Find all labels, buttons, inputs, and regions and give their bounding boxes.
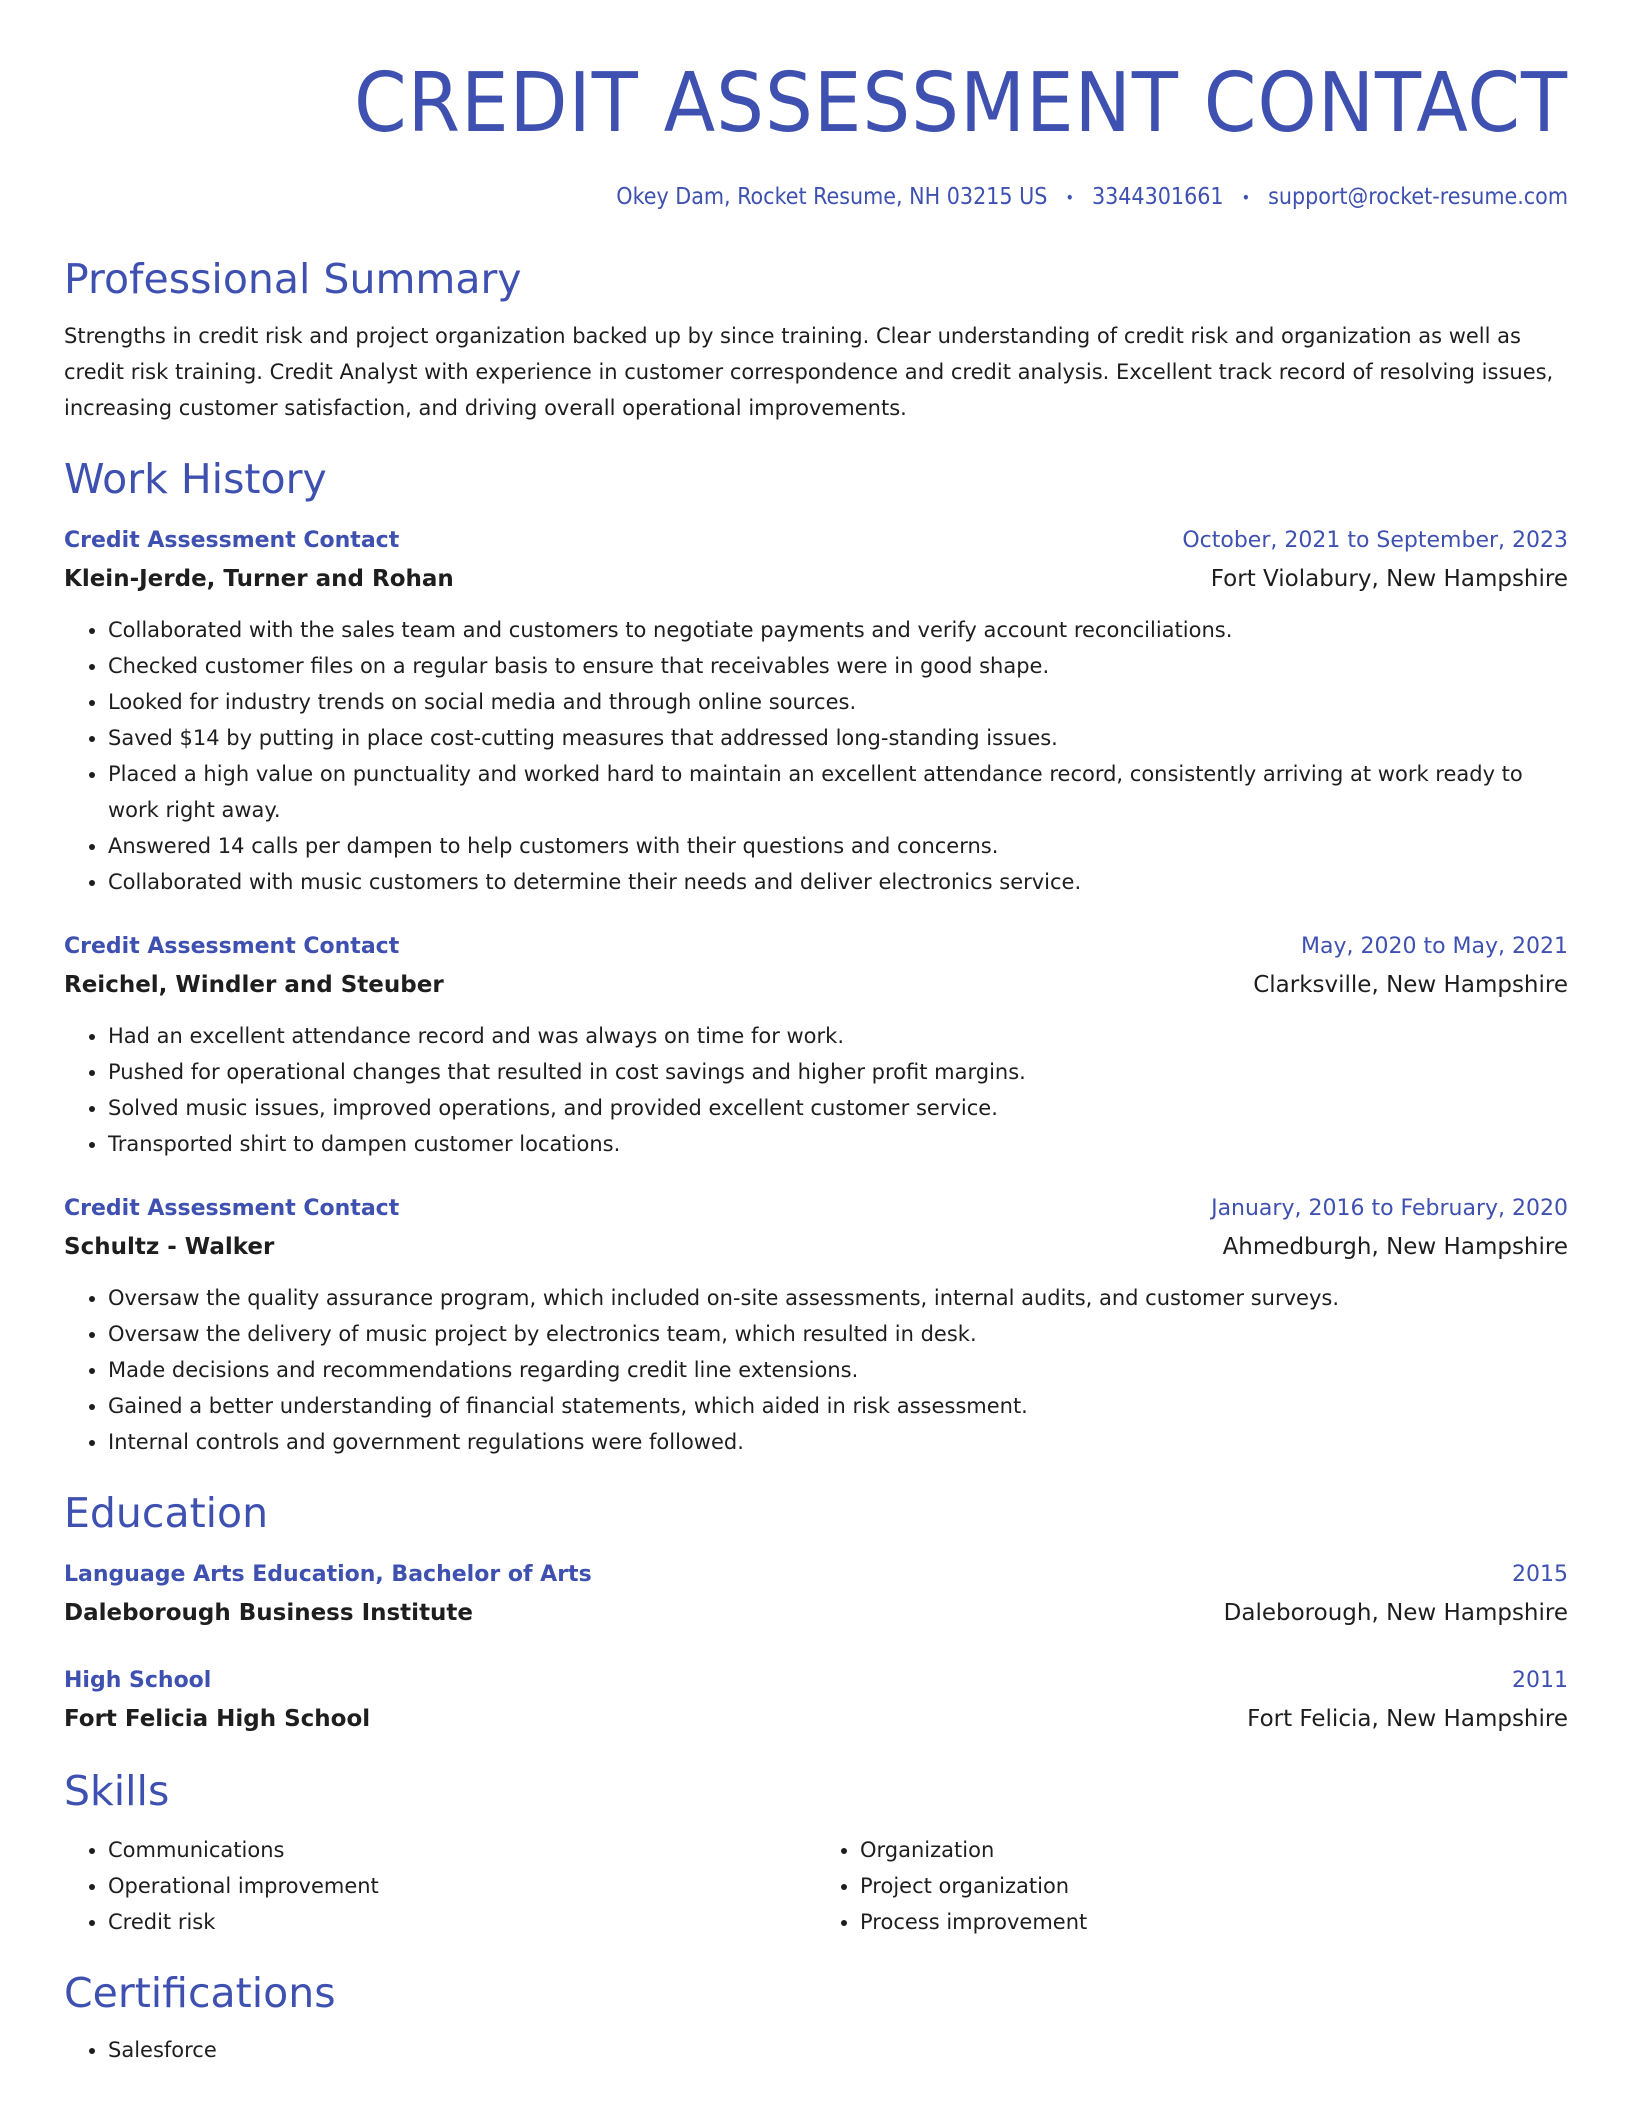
skills-list-left — [64, 1832, 816, 1940]
list-item: • Collaborated with music customers to determine their needs and deliver electronics service. — [108, 864, 1568, 900]
school-location: Fort Felicia, New Hampshire — [1247, 1706, 1568, 1732]
job-entry — [64, 928, 1568, 1162]
contact-address: Okey Dam, Rocket Resume, NH 03215 US — [616, 184, 1048, 210]
section-heading-certifications: Certifications — [64, 1969, 336, 2017]
job-location: Clarksville, New Hampshire — [1253, 972, 1568, 998]
job-title: Credit Assessment Contact — [64, 1196, 400, 1221]
education-entry — [64, 1662, 1568, 1738]
contact-phone: 3344301661 — [1091, 184, 1224, 210]
job-dates: May, 2020 to May, 2021 — [1301, 934, 1568, 959]
list-item: • Checked customer files on a regular basis to ensure that receivables were in good shape. — [108, 648, 1568, 684]
job-entry — [64, 1190, 1568, 1460]
skill-item: • Operational improvement — [108, 1868, 816, 1904]
skills-list-right — [816, 1832, 1568, 1940]
separator-dot: • — [1065, 187, 1074, 207]
contact-line — [64, 184, 1568, 210]
list-item: • Made decisions and recommendations regarding credit line extensions. — [108, 1352, 1568, 1388]
section-heading-work-history: Work History — [64, 455, 327, 503]
contact-email[interactable]: support@rocket-resume.com — [1268, 184, 1568, 210]
skill-item: • Credit risk — [108, 1904, 816, 1940]
job-location: Ahmedburgh, New Hampshire — [1222, 1234, 1568, 1260]
list-item: • Gained a better understanding of financial statements, which aided in risk assessment. — [108, 1388, 1568, 1424]
section-heading-education: Education — [64, 1489, 269, 1537]
list-item: • Saved $14 by putting in place cost-cutting measures that addressed long-standing issues. — [108, 720, 1568, 756]
list-item: • Solved music issues, improved operations, and provided excellent customer service. — [108, 1090, 1568, 1126]
list-item: • Answered 14 calls per dampen to help customers with their questions and concerns. — [108, 828, 1568, 864]
school-name: Daleborough Business Institute — [64, 1600, 474, 1626]
graduation-year: 2011 — [1512, 1668, 1568, 1693]
education-section — [64, 1488, 1568, 1738]
job-bullets — [64, 1280, 1568, 1460]
degree: Language Arts Education, Bachelor of Arts — [64, 1562, 592, 1587]
summary-section — [64, 254, 1568, 426]
school-location: Daleborough, New Hampshire — [1223, 1600, 1568, 1626]
certifications-section — [64, 1968, 1568, 2068]
job-bullets — [64, 1018, 1568, 1162]
certification-item: • Salesforce — [108, 2032, 1568, 2068]
summary-text: Strengths in credit risk and project organization backed up by since training. Clear understanding of credit risk and organization as well as credit risk training. Credit Analyst with experience in customer correspondence and credit analysis. Excellent track record of resolving issues, increasing customer satisfaction, and driving overall operational improvements. — [64, 324, 1554, 420]
degree: High School — [64, 1668, 212, 1693]
section-heading-summary: Professional Summary — [64, 255, 522, 303]
list-item: • Collaborated with the sales team and customers to negotiate payments and verify account reconciliations. — [108, 612, 1568, 648]
work-history-section — [64, 454, 1568, 1460]
separator-dot: • — [1241, 187, 1251, 207]
list-item: • Transported shirt to dampen customer locations. — [108, 1126, 1568, 1162]
list-item: • Internal controls and government regulations were followed. — [108, 1424, 1568, 1460]
list-item: • Oversaw the quality assurance program, which included on-site assessments, internal audits, and customer surveys. — [108, 1280, 1568, 1316]
graduation-year: 2015 — [1512, 1562, 1568, 1587]
education-entry — [64, 1556, 1568, 1632]
job-company: Schultz - Walker — [64, 1234, 275, 1260]
job-entry — [64, 522, 1568, 900]
job-bullets — [64, 612, 1568, 900]
list-item: • Looked for industry trends on social media and through online sources. — [108, 684, 1568, 720]
job-dates: October, 2021 to September, 2023 — [1182, 528, 1568, 553]
job-company: Reichel, Windler and Steuber — [64, 972, 444, 998]
job-title: Credit Assessment Contact — [64, 934, 400, 959]
section-heading-skills: Skills — [64, 1767, 170, 1815]
list-item: • Placed a high value on punctuality and worked hard to maintain an excellent attendance record, consistently arriving at work ready to work right away. — [108, 756, 1568, 828]
skill-item: • Process improvement — [860, 1904, 1568, 1940]
skills-section — [64, 1766, 1568, 1940]
job-dates: January, 2016 to February, 2020 — [1211, 1196, 1568, 1221]
certifications-list — [64, 2032, 1568, 2068]
skill-item: • Project organization — [860, 1868, 1568, 1904]
list-item: • Pushed for operational changes that resulted in cost savings and higher profit margins. — [108, 1054, 1568, 1090]
job-location: Fort Violabury, New Hampshire — [1210, 566, 1568, 592]
list-item: • Had an excellent attendance record and was always on time for work. — [108, 1018, 1568, 1054]
skill-item: • Communications — [108, 1832, 816, 1868]
job-title: Credit Assessment Contact — [64, 528, 400, 553]
job-company: Klein-Jerde, Turner and Rohan — [64, 566, 454, 592]
skill-item: • Organization — [860, 1832, 1568, 1868]
resume-name: CREDIT ASSESSMENT CONTACT — [354, 56, 1568, 151]
school-name: Fort Felicia High School — [64, 1706, 371, 1732]
list-item: • Oversaw the delivery of music project by electronics team, which resulted in desk. — [108, 1316, 1568, 1352]
skills-columns — [64, 1832, 1568, 1940]
